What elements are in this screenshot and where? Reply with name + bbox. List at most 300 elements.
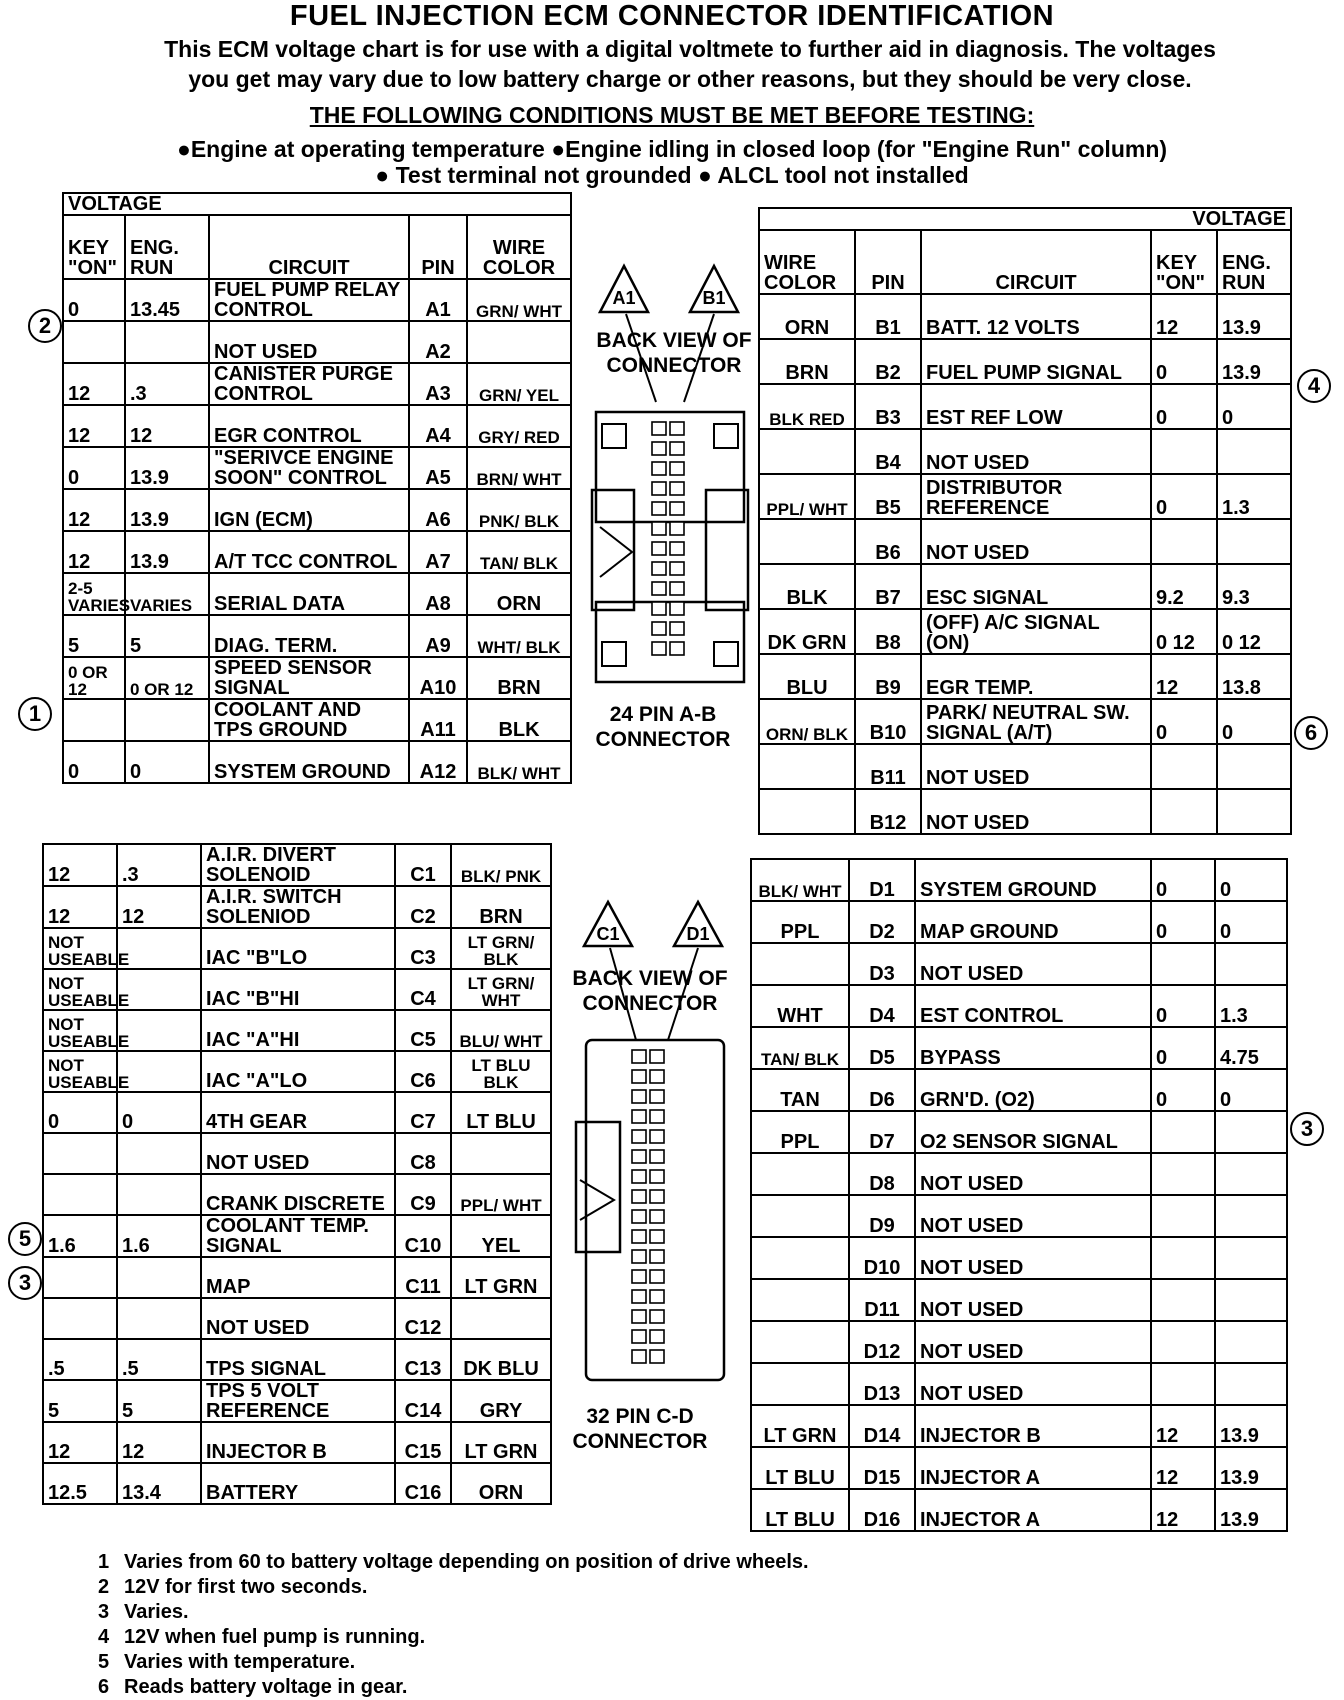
wire-color: [751, 1363, 849, 1405]
eng-run-voltage: [1215, 943, 1287, 985]
key-on-voltage: 12: [1151, 1489, 1215, 1531]
pin-id: D14: [849, 1405, 915, 1447]
footnote-text: Varies.: [124, 1601, 189, 1623]
wire-color: GRN/ WHT: [467, 279, 571, 321]
table-row: [751, 1111, 1287, 1153]
connector-pin: [670, 542, 684, 555]
circuit-name: SPEED SENSOR SIGNAL: [209, 657, 409, 699]
circuit-name: A.I.R. SWITCH SOLENIOD: [201, 886, 395, 928]
connector-pin: [650, 1090, 664, 1103]
eng-run-voltage: .3: [117, 844, 201, 886]
footnote-number: 4: [98, 1626, 110, 1648]
pin-id: C8: [395, 1133, 451, 1174]
pin-id: A4: [409, 405, 467, 447]
eng-run-voltage: 13.9: [1217, 294, 1291, 339]
eng-run-voltage: 13.9: [125, 447, 209, 489]
connector-cd-caption: 32 PIN C-D CONNECTOR: [572, 1405, 708, 1453]
circuit-name: A/T TCC CONTROL: [209, 531, 409, 573]
connector-pin: [650, 1350, 664, 1363]
circuit-name: IAC "A"LO: [201, 1051, 395, 1092]
pin-header: PIN: [409, 215, 467, 279]
eng-run-voltage: [1215, 1321, 1287, 1363]
key-on-voltage: 12: [1151, 654, 1217, 699]
circuit-name: O2 SENSOR SIGNAL: [915, 1111, 1151, 1153]
wire-color: LT GRN/ WHT: [451, 969, 551, 1010]
key-on-voltage: NOT USEABLE: [43, 969, 117, 1010]
wire-color: BLK: [467, 699, 571, 741]
connector-pin: [632, 1110, 646, 1123]
table-row: [63, 363, 571, 405]
table-d-pins: [750, 858, 1288, 1532]
circuit-name: NOT USED: [915, 1363, 1151, 1405]
wire-color: [751, 1195, 849, 1237]
pin-id: A5: [409, 447, 467, 489]
pin-id: B6: [855, 519, 921, 564]
circuit-name: BATTERY: [201, 1463, 395, 1504]
key-on-voltage: 2-5 VARIES: [63, 573, 125, 615]
connector-pin: [632, 1130, 646, 1143]
table-row: [63, 447, 571, 489]
eng-run-voltage: 0: [125, 741, 209, 783]
table-a-pins: [62, 192, 572, 784]
connector-ab-back-view: BACK VIEW OF CONNECTOR: [596, 329, 752, 377]
table-row: [63, 489, 571, 531]
key-on-voltage: [43, 1257, 117, 1298]
connector-pin: [670, 442, 684, 455]
wire-color: BRN: [759, 339, 855, 384]
circuit-name: INJECTOR B: [915, 1405, 1151, 1447]
connector-pin: [670, 422, 684, 435]
eng-run-voltage: .3: [125, 363, 209, 405]
pin-id: B1: [855, 294, 921, 339]
key-on-voltage: [1151, 429, 1217, 474]
table-row: [751, 1153, 1287, 1195]
circuit-name: MAP: [201, 1257, 395, 1298]
wire-color: DK BLU: [451, 1339, 551, 1380]
pin-id: B10: [855, 699, 921, 744]
pin-id: A3: [409, 363, 467, 405]
svg-text:B1: B1: [702, 288, 726, 308]
wire-color: [759, 429, 855, 474]
circuit-name: NOT USED: [201, 1298, 395, 1339]
eng-run-header: ENG. RUN: [125, 215, 209, 279]
key-on-voltage: 12: [43, 844, 117, 886]
pin-id: B11: [855, 744, 921, 789]
table-row: [63, 699, 571, 741]
key-on-voltage: 0: [63, 279, 125, 321]
note-marker-3-right: 3: [1290, 1112, 1324, 1146]
table-row: [43, 1422, 551, 1463]
table-row: [759, 609, 1291, 654]
wire-color: PNK/ BLK: [467, 489, 571, 531]
footnote-number: 3: [98, 1601, 110, 1623]
key-on-voltage: [1151, 1195, 1215, 1237]
eng-run-voltage: 13.9: [1215, 1405, 1287, 1447]
connector-pin: [650, 1230, 664, 1243]
circuit-name: EST CONTROL: [915, 985, 1151, 1027]
table-row: [759, 699, 1291, 744]
key-on-voltage: [1151, 1153, 1215, 1195]
key-on-voltage: [1151, 1363, 1215, 1405]
pin-id: C15: [395, 1422, 451, 1463]
connector-cd-back-view: BACK VIEW OF CONNECTOR: [572, 967, 728, 1015]
table-row: [759, 744, 1291, 789]
svg-text:D1: D1: [686, 924, 710, 944]
conditions-line-1: ●Engine at operating temperature ●Engine idling in closed loop (for "Engine Run" column): [176, 136, 1168, 162]
pin-id: A12: [409, 741, 467, 783]
circuit-name: FUEL PUMP SIGNAL: [921, 339, 1151, 384]
pin-id: B7: [855, 564, 921, 609]
connector-pin: [670, 642, 684, 655]
eng-run-voltage: [117, 1257, 201, 1298]
eng-run-header: ENG. RUN: [1217, 230, 1291, 294]
circuit-name: NOT USED: [209, 321, 409, 363]
footnote-text: Varies from 60 to battery voltage depending on position of drive wheels.: [124, 1551, 809, 1573]
circuit-name: NOT USED: [921, 789, 1151, 834]
connector-pin: [670, 522, 684, 535]
circuit-name: IGN (ECM): [209, 489, 409, 531]
wire-color: [759, 789, 855, 834]
eng-run-voltage: 1.6: [117, 1215, 201, 1257]
connector-pin: [652, 422, 666, 435]
eng-run-voltage: 13.9: [125, 531, 209, 573]
connector-pin: [650, 1110, 664, 1123]
eng-run-voltage: [1215, 1111, 1287, 1153]
key-on-voltage: [1151, 744, 1217, 789]
pin-id: C1: [395, 844, 451, 886]
eng-run-voltage: 0 OR 12: [125, 657, 209, 699]
wire-color-header: WIRE COLOR: [467, 215, 571, 279]
wire-color: ORN: [467, 573, 571, 615]
pin-id: B4: [855, 429, 921, 474]
footnote-text: Reads battery voltage in gear.: [124, 1676, 408, 1698]
footnote-text: 12V when fuel pump is running.: [124, 1626, 426, 1648]
connector-pin: [650, 1270, 664, 1283]
footnote-text: Varies with temperature.: [124, 1651, 356, 1673]
pin-id: A11: [409, 699, 467, 741]
pin-id: D8: [849, 1153, 915, 1195]
wire-color: [451, 1133, 551, 1174]
wire-color: [451, 1298, 551, 1339]
wire-color: TAN: [751, 1069, 849, 1111]
eng-run-voltage: 12: [125, 405, 209, 447]
key-on-voltage: .5: [43, 1339, 117, 1380]
note-marker-5: 5: [8, 1222, 42, 1256]
table-row: [43, 1174, 551, 1215]
wire-color: ORN: [759, 294, 855, 339]
table-row: [759, 474, 1291, 519]
pin-id: D2: [849, 901, 915, 943]
wire-color: BLK: [759, 564, 855, 609]
wire-color: ORN: [451, 1463, 551, 1504]
wire-color: LT GRN: [751, 1405, 849, 1447]
table-row: [43, 928, 551, 969]
eng-run-voltage: 13.9: [1217, 339, 1291, 384]
connector-pin: [650, 1290, 664, 1303]
key-on-voltage: 0: [63, 741, 125, 783]
connector-pin: [652, 482, 666, 495]
circuit-name: COOLANT AND TPS GROUND: [209, 699, 409, 741]
circuit-name: SYSTEM GROUND: [209, 741, 409, 783]
eng-run-voltage: [117, 969, 201, 1010]
intro-text: [60, 34, 1320, 94]
table-row: [43, 1092, 551, 1133]
table-c-pins: [42, 843, 552, 1505]
pin-id: C2: [395, 886, 451, 928]
table-row: [759, 789, 1291, 834]
intro-line-1: This ECM voltage chart is for use with a digital voltmete to further aid in diagnosis. The voltages: [164, 36, 1216, 62]
key-on-voltage: 0: [1151, 985, 1215, 1027]
pin-id: D9: [849, 1195, 915, 1237]
circuit-name: BATT. 12 VOLTS: [921, 294, 1151, 339]
circuit-name: EGR TEMP.: [921, 654, 1151, 699]
wire-color: BLK/ WHT: [467, 741, 571, 783]
connector-pin: [650, 1330, 664, 1343]
eng-run-voltage: 12: [117, 886, 201, 928]
key-on-voltage: [43, 1133, 117, 1174]
circuit-name: INJECTOR A: [915, 1489, 1151, 1531]
wire-color: BRN/ WHT: [467, 447, 571, 489]
key-on-voltage: [43, 1174, 117, 1215]
circuit-name: IAC "A"HI: [201, 1010, 395, 1051]
table-row: [751, 985, 1287, 1027]
connector-pin: [670, 562, 684, 575]
table-row: [63, 321, 571, 363]
pin-id: A2: [409, 321, 467, 363]
eng-run-voltage: [117, 1174, 201, 1215]
circuit-name: CANISTER PURGE CONTROL: [209, 363, 409, 405]
circuit-name: "SERIVCE ENGINE SOON" CONTROL: [209, 447, 409, 489]
pin-id: C4: [395, 969, 451, 1010]
table-row: [759, 384, 1291, 429]
connector-pin: [632, 1310, 646, 1323]
pin-id: C9: [395, 1174, 451, 1215]
key-on-voltage: 12: [63, 363, 125, 405]
eng-run-voltage: [117, 928, 201, 969]
key-on-voltage: 0: [1151, 901, 1215, 943]
pin-id: A10: [409, 657, 467, 699]
svg-text:A1: A1: [612, 288, 636, 308]
circuit-header: CIRCUIT: [209, 215, 409, 279]
conditions-line-2: ● Test terminal not grounded ● ALCL tool not installed: [375, 162, 969, 188]
connector-ab-diagram: [586, 262, 754, 692]
circuit-name: NOT USED: [921, 429, 1151, 474]
pin-id: B9: [855, 654, 921, 699]
wire-color: [759, 519, 855, 564]
footnote-number: 1: [98, 1551, 110, 1573]
table-row: [43, 1051, 551, 1092]
table-row: [751, 1447, 1287, 1489]
footnotes: [98, 1550, 809, 1700]
table-row: [63, 741, 571, 783]
wire-color: LT BLU: [751, 1489, 849, 1531]
eng-run-voltage: [1217, 519, 1291, 564]
table-row: [751, 1321, 1287, 1363]
connector-pin: [652, 582, 666, 595]
key-on-voltage: [1151, 789, 1217, 834]
pin-id: C6: [395, 1051, 451, 1092]
connector-pin: [632, 1250, 646, 1263]
eng-run-voltage: [1217, 744, 1291, 789]
table-row: [759, 519, 1291, 564]
eng-run-voltage: 13.9: [1215, 1489, 1287, 1531]
connector-pin: [670, 502, 684, 515]
circuit-name: DIAG. TERM.: [209, 615, 409, 657]
note-marker-4: 4: [1297, 369, 1331, 403]
circuit-name: NOT USED: [915, 1195, 1151, 1237]
table-row: [63, 279, 571, 321]
connector-pin: [670, 582, 684, 595]
key-on-voltage: 0: [63, 447, 125, 489]
table-row: [751, 1363, 1287, 1405]
circuit-name: COOLANT TEMP. SIGNAL: [201, 1215, 395, 1257]
connector-pin: [652, 562, 666, 575]
eng-run-voltage: 13.9: [125, 489, 209, 531]
circuit-name: NOT USED: [915, 1153, 1151, 1195]
eng-run-voltage: 4.75: [1215, 1027, 1287, 1069]
key-on-voltage: [1151, 1279, 1215, 1321]
key-on-header: KEY "ON": [1151, 230, 1217, 294]
circuit-name: SERIAL DATA: [209, 573, 409, 615]
wire-color: YEL: [451, 1215, 551, 1257]
eng-run-voltage: [1215, 1195, 1287, 1237]
connector-pin: [650, 1310, 664, 1323]
eng-run-voltage: 1.3: [1217, 474, 1291, 519]
eng-run-voltage: 0: [1217, 384, 1291, 429]
pin-id: B5: [855, 474, 921, 519]
connector-pin: [652, 522, 666, 535]
footnote-item: [98, 1600, 809, 1625]
note-marker-2: 2: [28, 309, 62, 343]
table-row: [43, 1339, 551, 1380]
key-on-voltage: 0 12: [1151, 609, 1217, 654]
wire-color: [751, 1321, 849, 1363]
connector-pin: [652, 442, 666, 455]
wire-color: GRY/ RED: [467, 405, 571, 447]
circuit-name: NOT USED: [201, 1133, 395, 1174]
circuit-name: INJECTOR A: [915, 1447, 1151, 1489]
key-on-voltage: [1151, 1237, 1215, 1279]
eng-run-voltage: 13.45: [125, 279, 209, 321]
connector-pin: [650, 1170, 664, 1183]
pin-id: A9: [409, 615, 467, 657]
connector-pin: [632, 1330, 646, 1343]
table-row: [43, 1133, 551, 1174]
triangle-b1: [690, 266, 738, 312]
connector-pin: [632, 1150, 646, 1163]
footnote-item: [98, 1575, 809, 1600]
eng-run-voltage: 13.4: [117, 1463, 201, 1504]
table-row: [43, 844, 551, 886]
table-row: [63, 657, 571, 699]
key-on-voltage: [43, 1298, 117, 1339]
pin-id: D16: [849, 1489, 915, 1531]
connector-pin: [650, 1150, 664, 1163]
pin-header: PIN: [855, 230, 921, 294]
key-on-voltage: 12: [43, 1422, 117, 1463]
circuit-name: (OFF) A/C SIGNAL (ON): [921, 609, 1151, 654]
triangle-d1: [674, 902, 722, 946]
table-row: [43, 969, 551, 1010]
connector-pin: [670, 462, 684, 475]
connector-pin: [650, 1130, 664, 1143]
key-on-voltage: 12: [63, 531, 125, 573]
footnote-number: 5: [98, 1651, 110, 1673]
circuit-name: TPS 5 VOLT REFERENCE: [201, 1380, 395, 1422]
connector-pin: [652, 502, 666, 515]
intro-line-2: you get may vary due to low battery charge or other reasons, but they should be very close.: [188, 66, 1192, 92]
pin-id: D13: [849, 1363, 915, 1405]
wire-color: WHT/ BLK: [467, 615, 571, 657]
footnote-item: [98, 1550, 809, 1575]
key-on-voltage: 0: [1151, 1027, 1215, 1069]
wire-color: BLK/ PNK: [451, 844, 551, 886]
pin-id: D5: [849, 1027, 915, 1069]
table-row: [43, 1380, 551, 1422]
eng-run-voltage: 1.3: [1215, 985, 1287, 1027]
eng-run-voltage: 0: [1217, 699, 1291, 744]
circuit-name: CRANK DISCRETE: [201, 1174, 395, 1215]
pin-id: D4: [849, 985, 915, 1027]
wire-color: BRN: [451, 886, 551, 928]
circuit-name: FUEL PUMP RELAY CONTROL: [209, 279, 409, 321]
eng-run-voltage: [117, 1133, 201, 1174]
table-row: [43, 1010, 551, 1051]
eng-run-voltage: 5: [125, 615, 209, 657]
connector-pin: [650, 1070, 664, 1083]
key-on-voltage: NOT USEABLE: [43, 1051, 117, 1092]
connector-pin: [632, 1230, 646, 1243]
note-marker-3-left: 3: [8, 1266, 42, 1300]
wire-color: LT BLU: [451, 1092, 551, 1133]
wire-color: LT GRN: [451, 1422, 551, 1463]
table-row: [751, 1405, 1287, 1447]
page-title: FUEL INJECTION ECM CONNECTOR IDENTIFICATION: [289, 0, 1055, 32]
eng-run-voltage: [1215, 1153, 1287, 1195]
table-row: [751, 1279, 1287, 1321]
key-on-voltage: 0 OR 12: [63, 657, 125, 699]
footnote-number: 2: [98, 1576, 110, 1598]
wire-color: TAN/ BLK: [751, 1027, 849, 1069]
eng-run-voltage: 12: [117, 1422, 201, 1463]
pin-id: D3: [849, 943, 915, 985]
table-row: [759, 564, 1291, 609]
footnote-item: [98, 1625, 809, 1650]
wire-color: [751, 943, 849, 985]
key-on-voltage: [1151, 1321, 1215, 1363]
key-on-voltage: 12.5: [43, 1463, 117, 1504]
key-on-voltage: NOT USEABLE: [43, 1010, 117, 1051]
wire-color: [751, 1237, 849, 1279]
table-c-body: [43, 844, 551, 1504]
pin-id: C5: [395, 1010, 451, 1051]
pin-id: B3: [855, 384, 921, 429]
voltage-header: VOLTAGE: [63, 193, 571, 215]
pin-id: D12: [849, 1321, 915, 1363]
note-marker-6: 6: [1294, 716, 1328, 750]
footnote-text: 12V for first two seconds.: [124, 1576, 368, 1598]
table-b-body: [759, 294, 1291, 834]
table-b-pins: [758, 207, 1292, 835]
circuit-name: NOT USED: [921, 519, 1151, 564]
pin-id: B8: [855, 609, 921, 654]
wire-color: BLK/ WHT: [751, 859, 849, 901]
key-on-voltage: [63, 699, 125, 741]
circuit-name: PARK/ NEUTRAL SW. SIGNAL (A/T): [921, 699, 1151, 744]
circuit-name: IAC "B"LO: [201, 928, 395, 969]
wire-color-header: WIRE COLOR: [759, 230, 855, 294]
table-row: [43, 1298, 551, 1339]
